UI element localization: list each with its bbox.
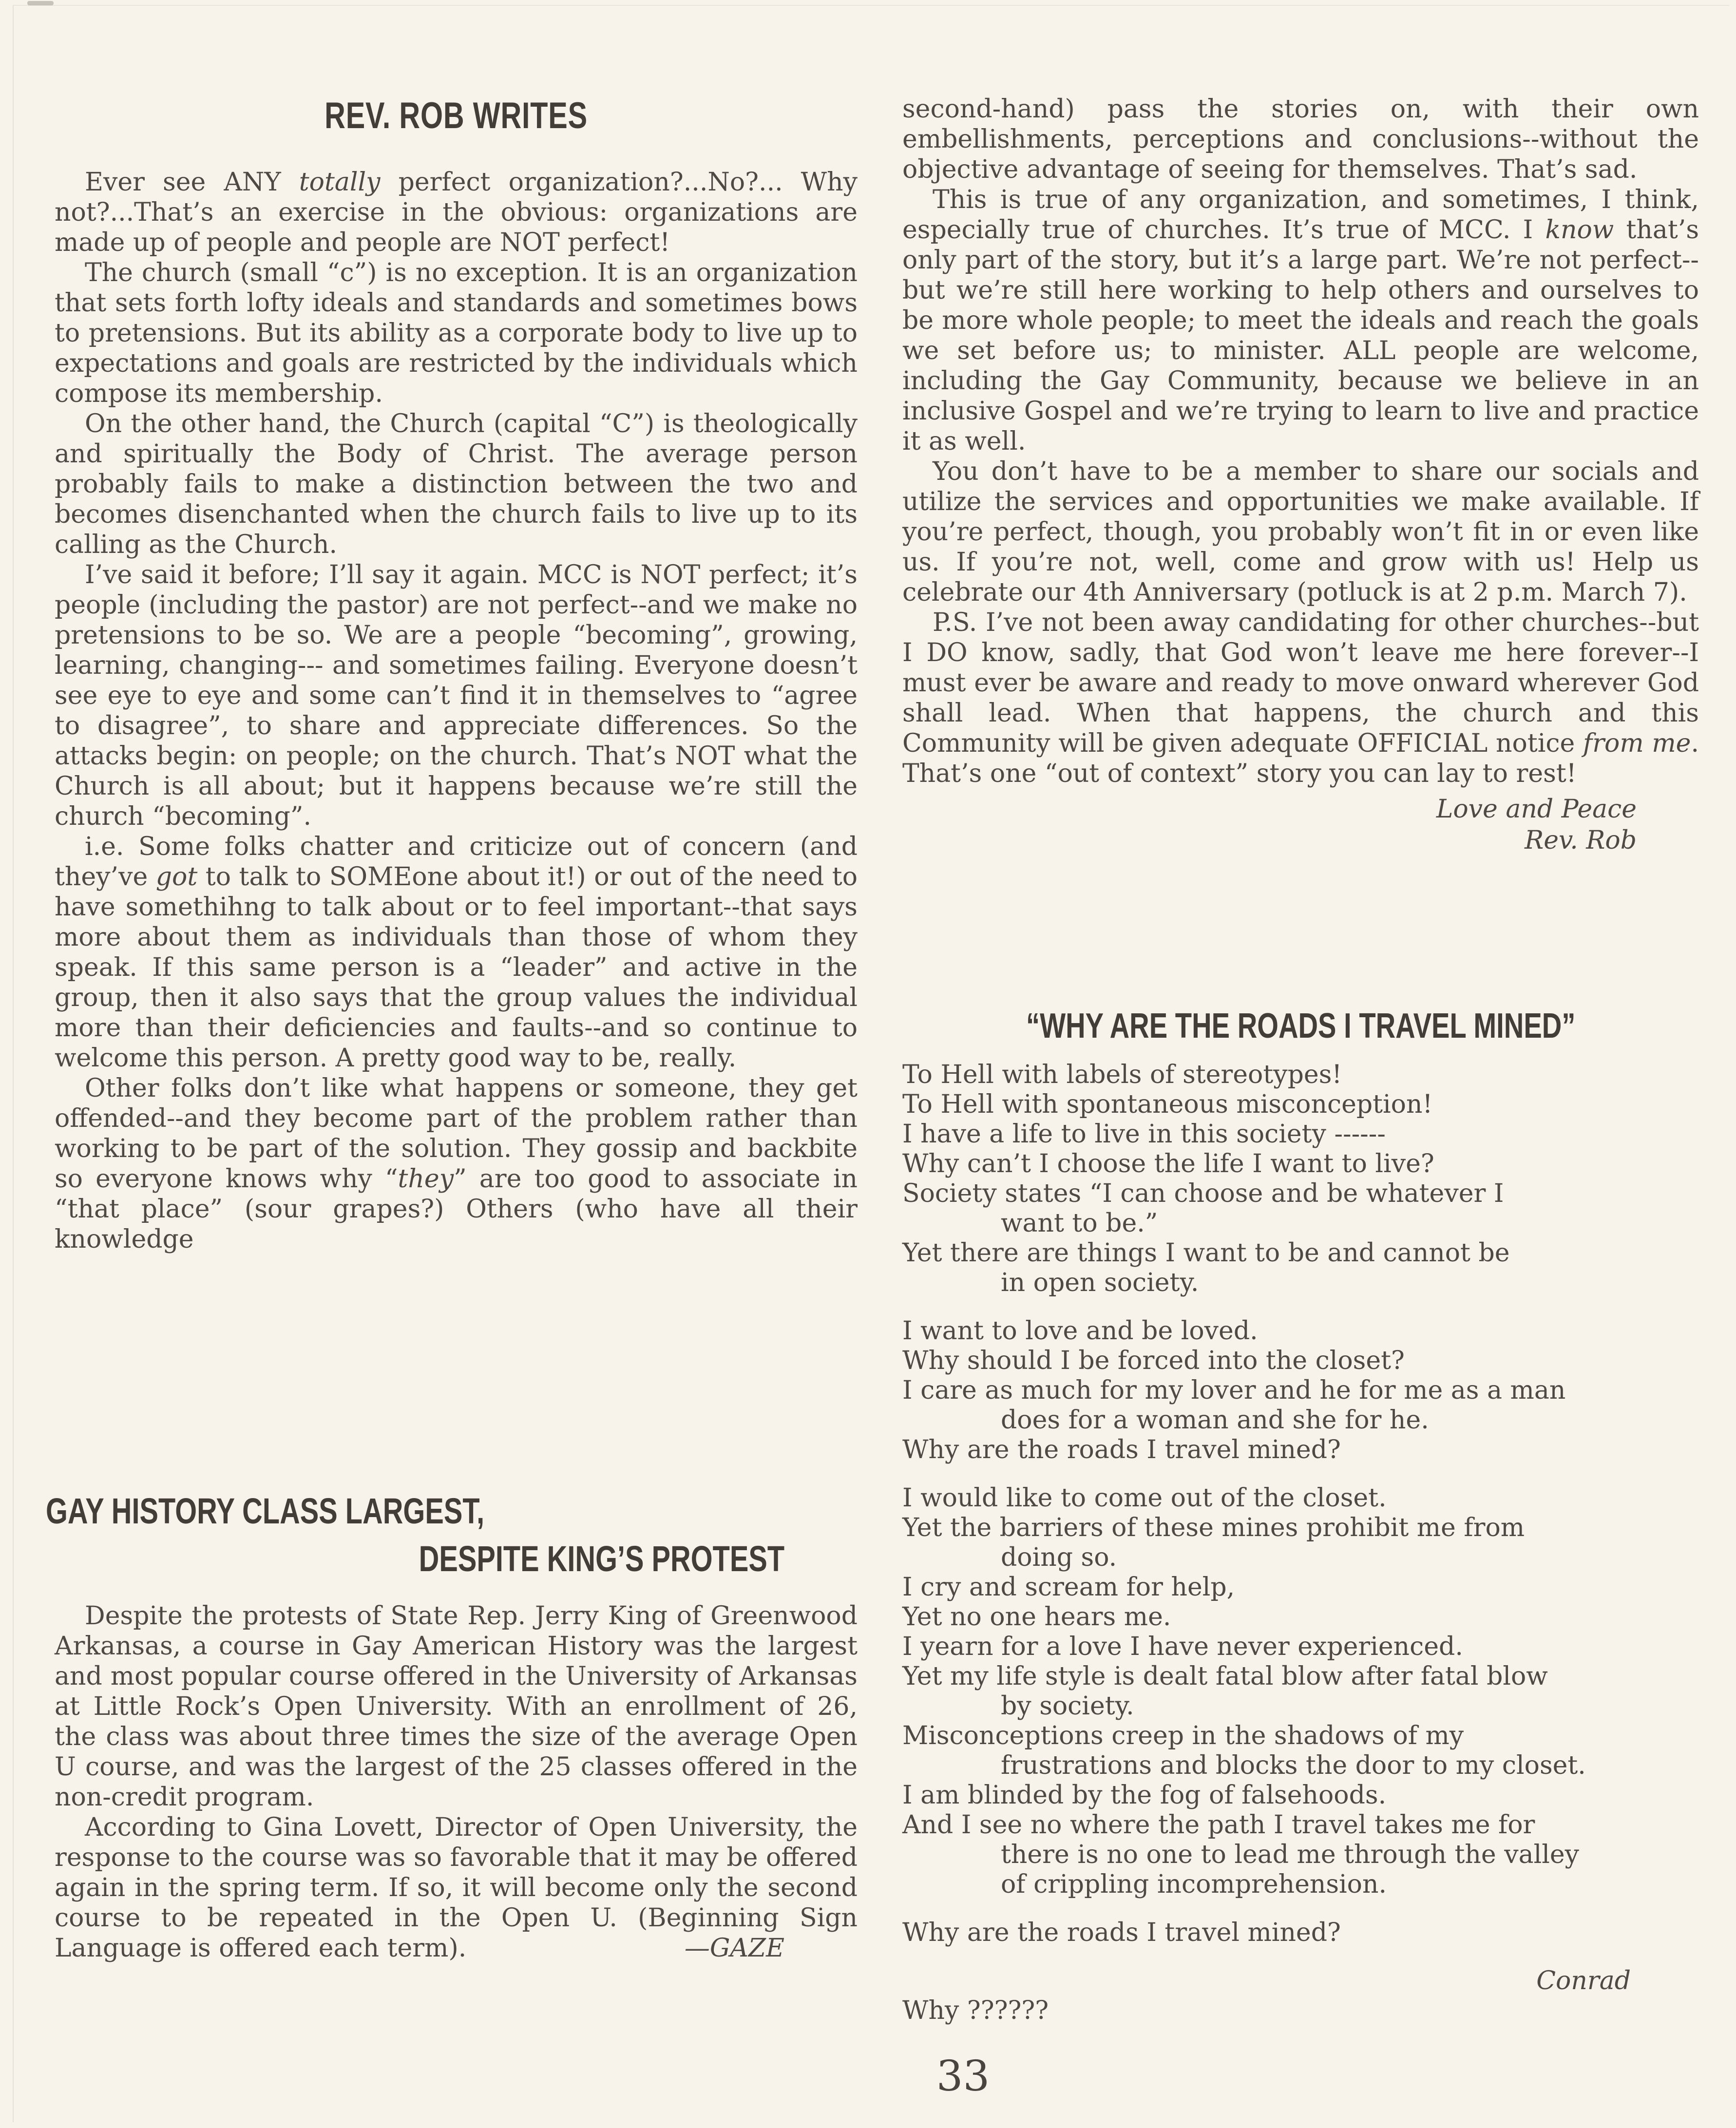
article-rev-rob-writes	[55, 94, 858, 1254]
paragraph: i.e. Some folks chatter and criticize out of concern (and they’ve got to talk to SOMEone about it!) or out of the need to have somethihng to talk about or to feel important--that says more about them as individuals than those of whom they speak. If this same person is a “leader” and active in the group, then it also says that the group values the individual more than their deficiencies and faults--and so continue to welcome this person. A pretty good way to be, really.	[55, 832, 858, 1073]
poem-line: I want to love and be loved.	[902, 1316, 1258, 1346]
poem-line: Why can’t I choose the life I want to live?	[902, 1149, 1434, 1178]
poem-body	[902, 1060, 1699, 2026]
poem-line: To Hell with labels of stereotypes!	[902, 1060, 1342, 1089]
poem-line: To Hell with spontaneous misconception!	[902, 1090, 1433, 1119]
poem-line: Why are the roads I travel mined?	[902, 1918, 1341, 1947]
byline-gaze: —GAZE	[684, 1934, 784, 1963]
poem-title-text: “WHY ARE THE ROADS I TRAVEL MINED”	[1026, 1007, 1576, 1045]
poem-line: And I see no where the path I travel takes me for	[902, 1810, 1535, 1840]
paragraph: The church (small “c”) is no exception. It is an organization that sets forth lofty ideals and standards and sometimes bows to pretensions. But its ability as a corporate body to live up to expectations and goals are restricted by the individuals which compose its membership.	[55, 258, 858, 408]
signoff	[902, 794, 1699, 856]
left-column	[46, 0, 858, 2128]
poem-why-are-the-roads-i-travel-mined	[902, 1005, 1699, 2026]
poem-line: in open society.	[1001, 1268, 1199, 1297]
right-column	[902, 0, 1699, 2128]
poem-line: I have a life to live in this society ------	[902, 1120, 1386, 1149]
paragraph: P.S. I’ve not been away candidating for other churches--but I DO know, sadly, that God won’t leave me here forever--I must ever be aware and ready to move onward wherever God shall lead. When that happens, the church and this Community will be given adequate OFFICIAL notice from me. That’s one “out of context” story you can lay to rest!	[902, 608, 1699, 788]
poem-line: Misconceptions creep in the shadows of my	[902, 1721, 1464, 1750]
paragraph: Ever see ANY totally perfect organization?...No?... Why not?...That’s an exercise in the obvious: organizations are made up of people and people are NOT perfect!	[55, 168, 858, 257]
poem-line: of crippling incomprehension.	[1001, 1870, 1387, 1899]
poem-line: Yet there are things I want to be and cannot be	[902, 1238, 1510, 1268]
article-body	[55, 1601, 858, 1963]
poem-line: Conrad	[1536, 1966, 1631, 1995]
poem-line: there is no one to lead me through the valley	[1001, 1840, 1579, 1869]
article-title-text: REV. ROB WRITES	[324, 95, 588, 136]
poem-line: I yearn for a love I have never experienced.	[902, 1632, 1463, 1661]
poem-line: Why ??????	[902, 1996, 1049, 2025]
poem-line: want to be.”	[1001, 1209, 1158, 1238]
article-continuation	[902, 94, 1699, 789]
poem-line: frustrations and blocks the door to my closet.	[1001, 1751, 1586, 1780]
poem-title	[902, 1005, 1699, 1047]
paragraph: I’ve said it before; I’ll say it again. MCC is NOT perfect; it’s people (including the pastor) are not perfect--and we make no pretensions to be so. We are a people “becoming”, growing, learning, changing--- and sometimes failing. Everyone doesn’t see eye to eye and some can’t find it in themselves to “agree to disagree”, to share and appreciate differences. So the attacks begin: on people; on the church. That’s NOT what the Church is all about; but it happens because we’re still the church “becoming”.	[55, 560, 858, 831]
poem-line: Yet my life style is dealt fatal blow after fatal blow	[902, 1662, 1548, 1691]
page-number: 33	[936, 2052, 990, 2101]
poem-line: Yet no one hears me.	[902, 1602, 1171, 1632]
poem-line: I am blinded by the fog of falsehoods.	[902, 1781, 1387, 1810]
signoff-love-and-peace: Love and Peace	[1436, 795, 1637, 824]
paragraph: You don’t have to be a member to share our socials and utilize the services and opportunities we make available. If you’re perfect, though, you probably won’t fit in or even like us. If you’re not, well, come and grow with us! Help us celebrate our 4th Anniversary (potluck is at 2 p.m. March 7).	[902, 457, 1699, 607]
poem-line: Why should I be forced into the closet?	[902, 1346, 1405, 1375]
headline-line-1	[46, 1490, 858, 1533]
poem-line: does for a woman and she for he.	[1001, 1406, 1429, 1435]
signoff-rev-rob: Rev. Rob	[1525, 826, 1637, 855]
paragraph: On the other hand, the Church (capital “C”) is theologically and spiritually the Body of Christ. The average person probably fails to make a distinction between the two and becomes disenchanted when the church fails to live up to its calling as the Church.	[55, 409, 858, 559]
poem-line: I would like to come out of the closet.	[902, 1483, 1387, 1513]
paragraph: Despite the protests of State Rep. Jerry King of Greenwood Arkansas, a course in Gay American History was the largest and most popular course offered in the University of Arkansas at Little Rock’s Open University. With an enrollment of 26, the class was about three times the size of the average Open U course, and was the largest of the 25 classes offered in the non-credit program.	[55, 1601, 858, 1812]
paragraph: According to Gina Lovett, Director of Open University, the response to the course was so favorable that it may be offered again in the spring term. If so, it will become only the second course to be repeated in the Open U. (Beginning Sign Language is offered each term).	[55, 1813, 858, 1963]
article-gay-history-class	[46, 1490, 858, 1963]
poem-line: Why are the roads I travel mined?	[902, 1435, 1341, 1464]
poem-line: by society.	[1001, 1691, 1134, 1721]
poem-line: Society states “I can choose and be whatever I	[902, 1179, 1504, 1208]
article-title-gay-history	[46, 1490, 858, 1580]
poem-line: doing so.	[1001, 1543, 1117, 1572]
poem-line: I cry and scream for help,	[902, 1573, 1235, 1602]
poem-line: I care as much for my lover and he for me as a man	[902, 1376, 1566, 1405]
paragraph: Other folks don’t like what happens or someone, they get offended--and they become part of the problem rather than working to be part of the solution. They gossip and backbite so everyone knows why “they” are too good to associate in “that place” (sour grapes?) Others (who have all their knowledge	[55, 1074, 858, 1254]
headline-line-2-text: DESPITE KING’S PROTEST	[419, 1539, 784, 1579]
article-body	[55, 167, 858, 1254]
article-continuation-block	[902, 94, 1699, 856]
paragraph: second-hand) pass the stories on, with their own embellishments, perceptions and conclusions--without the objective advantage of seeing for themselves. That’s sad.	[902, 95, 1699, 184]
paragraph: This is true of any organization, and sometimes, I think, especially true of churches. It’s true of MCC. I know that’s only part of the story, but it’s a large part. We’re not perfect--but we’re still here working to help others and ourselves to be more whole people; to meet the ideals and reach the goals we set before us; to minister. ALL people are welcome, including the Gay Community, because we believe in an inclusive Gospel and we’re trying to learn to live and practice it as well.	[902, 185, 1699, 456]
poem-line: Yet the barriers of these mines prohibit me from	[902, 1513, 1525, 1542]
headline-line-2	[55, 1538, 858, 1580]
article-title-rev-rob-writes	[55, 94, 858, 138]
headline-line-1-text: GAY HISTORY CLASS LARGEST,	[46, 1491, 485, 1531]
scan-artifact	[27, 1, 54, 5]
